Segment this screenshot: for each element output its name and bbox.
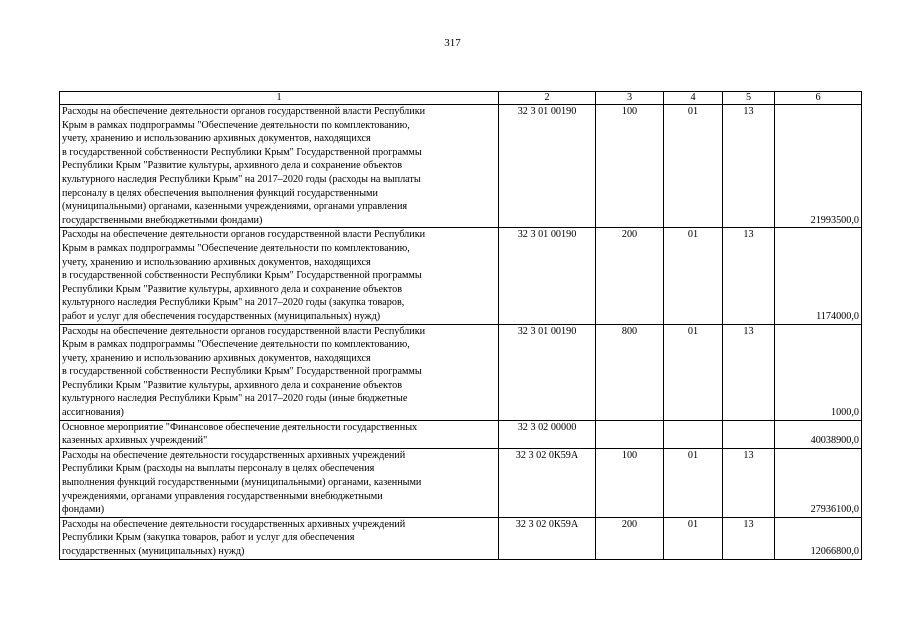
row-description [60,420,499,448]
subsection: 13 [723,517,775,559]
section: 01 [664,448,723,517]
table-row [60,517,862,559]
row-description [60,105,499,228]
description-line: персоналу в целях обеспечения выполнения функций государственными [62,187,378,199]
amount: 40038900,0 [775,420,862,448]
section: 01 [664,228,723,324]
description-line: Расходы на обеспечение деятельности государственных архивных учреждений [62,449,406,461]
description-line: работ и услуг для обеспечения государственных (муниципальных) нужд) [62,310,381,322]
expense-group: 100 [596,448,664,517]
section: 01 [664,324,723,420]
description-line: учету, хранению и использованию архивных документов, находящихся [62,256,371,268]
budget-table [59,91,862,560]
description-line: учреждениями, органами управления государственными внебюджетными [62,490,383,502]
expense-group: 800 [596,324,664,420]
row-description [60,324,499,420]
description-line: государственными внебюджетными фондами) [62,214,263,226]
description-line: Республики Крым "Развитие культуры, архивного дела и сохранение объектов [62,379,403,391]
section: 01 [664,105,723,228]
description-line: Расходы на обеспечение деятельности органов государственной власти Республики [62,229,426,241]
expense-group: 200 [596,228,664,324]
description-line: фондами) [62,504,105,516]
column-header: 2 [499,92,596,105]
description-line: Республики Крым (закупка товаров, работ и услуг для обеспечения [62,532,355,544]
amount: 27936100,0 [775,448,862,517]
description-line: Расходы на обеспечение деятельности органов государственной власти Республики [62,106,426,117]
table-row [60,448,862,517]
description-line: Основное мероприятие "Финансовое обеспечение деятельности государственных [62,421,418,433]
table-header-row [60,92,862,105]
amount: 12066800,0 [775,517,862,559]
description-line: Республики Крым "Развитие культуры, архивного дела и сохранение объектов [62,283,403,295]
description-line: Республики Крым (расходы на выплаты персоналу в целях обеспечения [62,463,375,475]
target-article-code: 32 3 01 00190 [499,105,596,228]
row-description [60,228,499,324]
expense-group [596,420,664,448]
description-line: государственных (муниципальных) нужд) [62,546,245,557]
description-line: ассигнования) [62,407,124,419]
description-line: в государственной собственности Республики Крым" Государственной программы [62,270,422,282]
description-line: в государственной собственности Республики Крым" Государственной программы [62,146,422,158]
description-line: Расходы на обеспечение деятельности государственных архивных учреждений [62,518,406,530]
description-line: учету, хранению и использованию архивных документов, находящихся [62,352,371,364]
column-header: 4 [664,92,723,105]
table-row [60,420,862,448]
description-line: Крым в рамках подпрограммы "Обеспечение деятельности по комплектованию, [62,119,410,131]
description-line: культурного наследия Республики Крым" на 2017–2020 годы (расходы на выплаты [62,173,421,185]
target-article-code: 32 3 02 00000 [499,420,596,448]
row-description [60,448,499,517]
subsection [723,420,775,448]
column-header: 6 [775,92,862,105]
subsection: 13 [723,105,775,228]
table-row [60,228,862,324]
row-description [60,517,499,559]
table-row [60,324,862,420]
page-number: 317 [444,37,461,49]
amount: 21993500,0 [775,105,862,228]
description-line: культурного наследия Республики Крым" на 2017–2020 годы (закупка товаров, [62,297,405,309]
column-header: 3 [596,92,664,105]
table-row [60,105,862,228]
description-line: в государственной собственности Республики Крым" Государственной программы [62,366,422,378]
expense-group: 100 [596,105,664,228]
subsection: 13 [723,228,775,324]
description-line: учету, хранению и использованию архивных документов, находящихся [62,133,371,145]
amount: 1000,0 [775,324,862,420]
description-line: казенных архивных учреждений" [62,435,208,447]
column-header: 5 [723,92,775,105]
subsection: 13 [723,448,775,517]
description-line: Республики Крым "Развитие культуры, архивного дела и сохранение объектов [62,160,403,172]
description-line: Крым в рамках подпрограммы "Обеспечение деятельности по комплектованию, [62,339,410,351]
target-article-code: 32 3 01 00190 [499,324,596,420]
section: 01 [664,517,723,559]
description-line: Расходы на обеспечение деятельности органов государственной власти Республики [62,325,426,337]
description-line: Крым в рамках подпрограммы "Обеспечение деятельности по комплектованию, [62,242,410,254]
expense-group: 200 [596,517,664,559]
section [664,420,723,448]
amount: 1174000,0 [775,228,862,324]
subsection: 13 [723,324,775,420]
target-article-code: 32 3 01 00190 [499,228,596,324]
target-article-code: 32 3 02 0К59А [499,448,596,517]
description-line: (муниципальными) органами, казенными учреждениями, органами управления [62,201,408,213]
column-header: 1 [60,92,499,105]
description-line: выполнения функций государственными (муниципальными) органами, казенными [62,477,422,489]
description-line: культурного наследия Республики Крым" на 2017–2020 годы (иные бюджетные [62,393,408,405]
target-article-code: 32 3 02 0К59А [499,517,596,559]
